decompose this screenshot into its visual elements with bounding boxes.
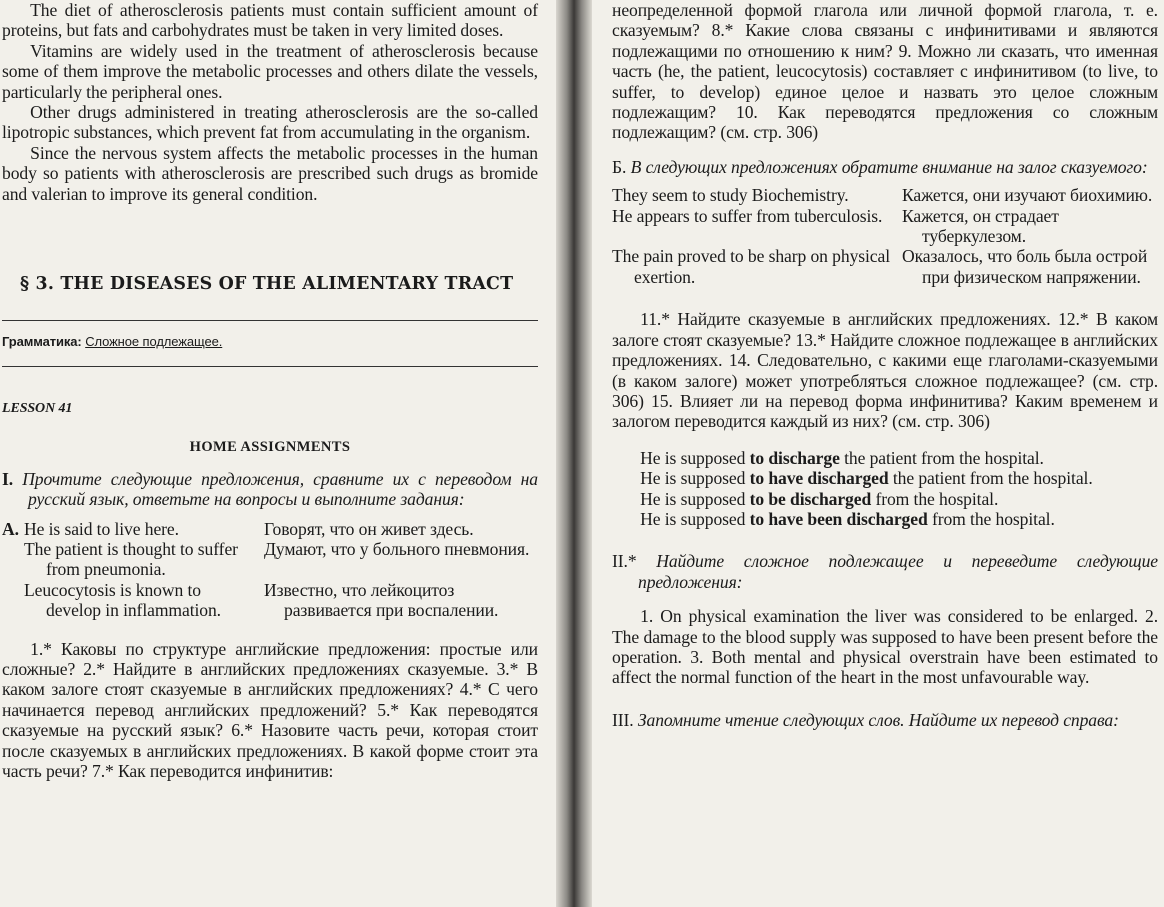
- task-1: [2, 469, 538, 510]
- example-1-infinitive: to discharge: [749, 447, 840, 468]
- home-assignments-heading: HOME ASSIGNMENTS: [189, 439, 351, 456]
- example-2-infinitive: to have discharged: [749, 468, 889, 489]
- paragraph-vitamins: Vitamins are widely used in the treatment of atherosclerosis because some of them improve the metabolic processes and others dilate the vessels, particularly the peripheral ones.: [2, 40, 538, 102]
- example-4-pre: He is supposed: [640, 508, 750, 529]
- example-4-post: from the hospital.: [927, 508, 1055, 529]
- example-3-infinitive: to be discharged: [749, 488, 872, 509]
- task-b: [612, 157, 1158, 177]
- example-pairs-b: [612, 185, 1158, 287]
- grammar-label: Грамматика:: [2, 334, 82, 350]
- grammar-topic: Сложное подлежащее.: [85, 334, 223, 350]
- pair-b2-en: He appears to suffer from tuberculosis.: [612, 205, 883, 226]
- task-2-sentences: 1. On physical examination the liver was considered to be enlarged. 2. The damage to the blood supply was supposed to have been present before the operation. 3. Both mental and physical overstrain have been estimated to affect the normal function of the heart in the most unfavourable way.: [612, 606, 1158, 688]
- questions-11-15: 11.* Найдите сказуемые в английских предложениях. 12.* В каком залоге стоят сказуемые? 13.* Найдите сложное подлежащее в английских предложениях. 14. Следовательно, с какими еще глаголами-сказуемыми (в каком залоге) может употребляться сложное подлежащее? (см. стр. 306) 15. Влияет ли на перевод форма инфинитива? Каким временем и залогом переводится каждый из них? (см. стр. 306): [612, 309, 1158, 432]
- pair-b1-ru: Кажется, они изучают биохимию.: [902, 185, 1153, 206]
- task-1-number: I.: [2, 468, 14, 489]
- pair-b3-ru: Оказалось, что боль была острой при физическом напряжении.: [902, 246, 1148, 287]
- pair-2-en: The patient is thought to suffer from pneumonia.: [24, 538, 238, 580]
- lesson-heading: LESSON 41: [2, 400, 73, 416]
- example-1-post: the patient from the hospital.: [839, 447, 1044, 468]
- example-4: [612, 509, 1158, 529]
- example-4-infinitive: to have been discharged: [749, 508, 928, 529]
- questions-7-10-continued: неопределенной формой глагола или личной формой глагола, т. е. сказуемым? 8.* Какие слова связаны с инфинитивами и являются подлежащими по отношению к ним? 9. Можно ли сказать, что именная часть (he, the patient, leucocytosis) составляет с инфинитивом (to live, to suffer, to develop) единое целое и назвать это целое сложным подлежащим? 10. Как переводятся предложения со сложным подлежащим? (см. стр. 306): [612, 0, 1158, 143]
- task-b-letter: Б.: [612, 156, 627, 177]
- task-3-text: Запомните чтение следующих слов. Найдите их перевод справа:: [637, 709, 1119, 730]
- task-3-number: III.: [612, 709, 634, 730]
- task-2-text: Найдите сложное подлежащее и переведите следующие предложения:: [638, 551, 1158, 592]
- pair-1-en: He is said to live here.: [24, 518, 179, 539]
- grammar-note: [2, 321, 538, 365]
- questions-1-7: 1.* Каковы по структуре английские предложения: простые или сложные? 2.* Найдите в английских предложениях сказуемые. 3.* В каком залоге стоят сказуемые в английских предложениях? 4.* С чего начинается перевод английских предложений? 5.* Как переводятся сказуемые на русский язык? 6.* Назовите часть речи, которая стоит после сказуемых в английских предложениях. В какой форме стоит эта часть речи? 7.* Как переводится инфинитив:: [2, 638, 538, 781]
- example-2-pre: He is supposed: [640, 468, 750, 489]
- pair-1-ru: Говорят, что он живет здесь.: [264, 518, 474, 539]
- pair-b3-en: The pain proved to be sharp on physical exertion.: [612, 246, 891, 287]
- task-1-text: Прочтите следующие предложения, сравните их с переводом на русский язык, ответьте на вопросы и выполните задания:: [22, 468, 538, 510]
- divider-bottom: [2, 366, 538, 367]
- paragraph-drugs: Other drugs administered in treating atherosclerosis are the so-called lipotropic substances, which prevent fat from accumulating in the organism.: [2, 102, 538, 143]
- pair-b1-en: They seem to study Biochemistry.: [612, 185, 849, 206]
- task-a-letter: A.: [2, 518, 19, 539]
- example-pairs-a: [2, 519, 538, 621]
- paragraph-nervous-system: Since the nervous system affects the metabolic processes in the human body so patients with atherosclerosis are prescribed such drugs as bromide and valerian to improve its general condition.: [2, 142, 538, 204]
- example-2-post: the patient from the hospital.: [888, 468, 1093, 489]
- pair-b2-ru: Кажется, он страдает туберкулезом.: [902, 205, 1059, 247]
- pair-2-ru: Думают, что у больного пневмония.: [264, 538, 530, 559]
- example-1-pre: He is supposed: [640, 447, 750, 468]
- book-spine-shadow: [556, 0, 592, 907]
- pair-3-en: Leucocytosis is known to develop in inflammation.: [24, 579, 221, 621]
- task-b-text: В следующих предложениях обратите внимание на залог сказуемого:: [630, 156, 1148, 177]
- example-3-pre: He is supposed: [640, 488, 750, 509]
- pair-3-ru: Известно, что лейкоцитоз развивается при воспалении.: [264, 579, 499, 621]
- paragraph-diet: The diet of atherosclerosis patients must contain sufficient amount of proteins, but fats and carbohydrates must be taken in very limited doses.: [2, 0, 538, 41]
- task-2-number: II.*: [612, 551, 637, 572]
- example-3: [612, 489, 1158, 509]
- discharge-examples: [612, 448, 1158, 530]
- example-3-post: from the hospital.: [871, 488, 999, 509]
- task-2: [612, 551, 1158, 592]
- example-2: [612, 468, 1158, 488]
- task-3: [612, 710, 1158, 730]
- section-title: § 3. THE DISEASES OF THE ALIMENTARY TRACT: [20, 274, 514, 295]
- right-page: [592, 0, 1164, 907]
- left-page: [0, 0, 556, 907]
- example-1: [612, 448, 1158, 468]
